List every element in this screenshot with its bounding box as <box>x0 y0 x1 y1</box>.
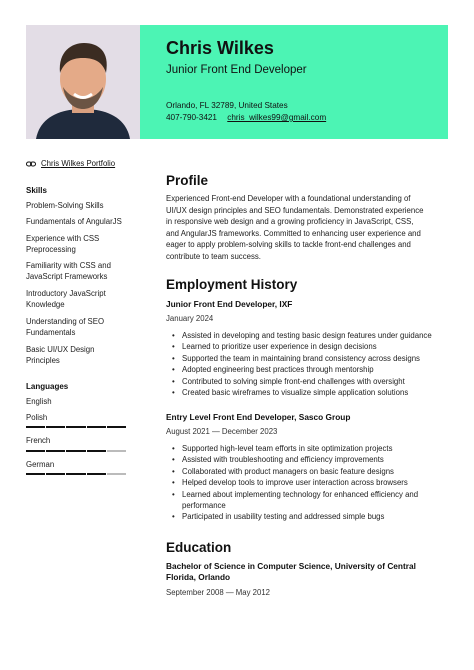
skill-item: Experience with CSS Preprocessing <box>26 234 100 254</box>
job-bullets <box>172 330 440 398</box>
level-segment <box>46 450 65 452</box>
level-segment <box>26 450 45 452</box>
list-item: • Participated in usability testing and addressed simple bugs <box>172 511 440 522</box>
level-segment <box>87 426 106 428</box>
list-item: • Adopted engineering best practices through mentorship <box>172 364 440 375</box>
job-date: August 2021 — December 2023 <box>166 427 278 436</box>
language-level-bar <box>26 450 126 452</box>
skill-item: Understanding of SEO Fundamentals <box>26 317 105 337</box>
portfolio-label: Chris Wilkes Portfolio <box>41 159 116 168</box>
list-item: • Assisted in developing and testing basic design features under guidance <box>172 330 440 341</box>
education-heading: Education <box>166 540 232 555</box>
job-bullets <box>172 443 440 523</box>
skill-item: Familiarity with CSS and JavaScript Frameworks <box>26 261 111 281</box>
language-name: English <box>26 397 52 406</box>
profile-text: Experienced Front-end Developer with a foundational understanding of UI/UX design principles and SEO fundamentals. Demonstrated experience in responsive web design and a growing proficiency in JavaScript, CSS, and AngularJS frameworks. Committed to enhancing user experience and eager to apply problem-solving skills to tackle front-end challenges and contribute to team success. <box>166 194 424 261</box>
language-level-bar <box>26 473 126 475</box>
language-name: French <box>26 436 51 445</box>
level-segment <box>107 426 126 428</box>
level-segment <box>66 450 85 452</box>
job-title: Entry Level Front End Developer, Sasco Group <box>166 412 351 422</box>
email-link[interactable]: chris_wilkes99@gmail.com <box>227 113 327 122</box>
profile-heading: Profile <box>166 173 209 188</box>
list-item: • Assisted with troubleshooting and efficiency improvements <box>172 454 440 465</box>
list-item: • Created basic wireframes to visualize simple application solutions <box>172 387 440 398</box>
employment-heading: Employment History <box>166 277 298 292</box>
profile-photo <box>26 25 140 139</box>
list-item: • Helped develop tools to improve user interaction across browsers <box>172 477 440 488</box>
skill-item: Introductory JavaScript Knowledge <box>26 289 106 309</box>
skill-item: Fundamentals of AngularJS <box>26 217 122 226</box>
level-segment <box>26 473 45 475</box>
level-segment <box>107 473 126 475</box>
level-segment <box>107 450 126 452</box>
list-item: • Supported the team in maintaining brand consistency across designs <box>172 353 440 364</box>
list-item: • Supported high-level team efforts in site optimization projects <box>172 443 440 454</box>
list-item: • Collaborated with product managers on basic feature designs <box>172 466 440 477</box>
language-level-bar <box>26 426 126 428</box>
link-icon <box>26 161 36 167</box>
education-date: September 2008 — May 2012 <box>166 588 271 597</box>
skill-item: Problem-Solving Skills <box>26 201 104 210</box>
level-segment <box>66 473 85 475</box>
level-segment <box>46 473 65 475</box>
candidate-name: Chris Wilkes <box>166 38 274 58</box>
job-title-header: Junior Front End Developer <box>166 64 307 76</box>
list-item: • Learned about implementing technology for enhanced efficiency and performance <box>172 489 440 512</box>
language-name: Polish <box>26 413 48 422</box>
job-date: January 2024 <box>166 314 214 323</box>
level-segment <box>66 426 85 428</box>
contact-row <box>166 113 326 122</box>
language-name: German <box>26 460 55 469</box>
level-segment <box>87 473 106 475</box>
skill-item: Basic UI/UX Design Principles <box>26 345 95 365</box>
level-segment <box>87 450 106 452</box>
list-item: • Contributed to solving simple front-end challenges with oversight <box>172 376 440 387</box>
degree-title: Bachelor of Science in Computer Science, University of Central Florida, Orlando <box>166 561 416 582</box>
languages-heading: Languages <box>26 382 69 391</box>
phone: 407-790-3421 <box>166 113 217 122</box>
level-segment <box>46 426 65 428</box>
level-segment <box>26 426 45 428</box>
portfolio-link[interactable] <box>26 159 115 168</box>
list-item: • Learned to prioritize user experience in design decisions <box>172 341 440 352</box>
address: Orlando, FL 32789, United States <box>166 101 288 110</box>
job-title: Junior Front End Developer, IXF <box>166 299 293 309</box>
skills-heading: Skills <box>26 186 47 195</box>
